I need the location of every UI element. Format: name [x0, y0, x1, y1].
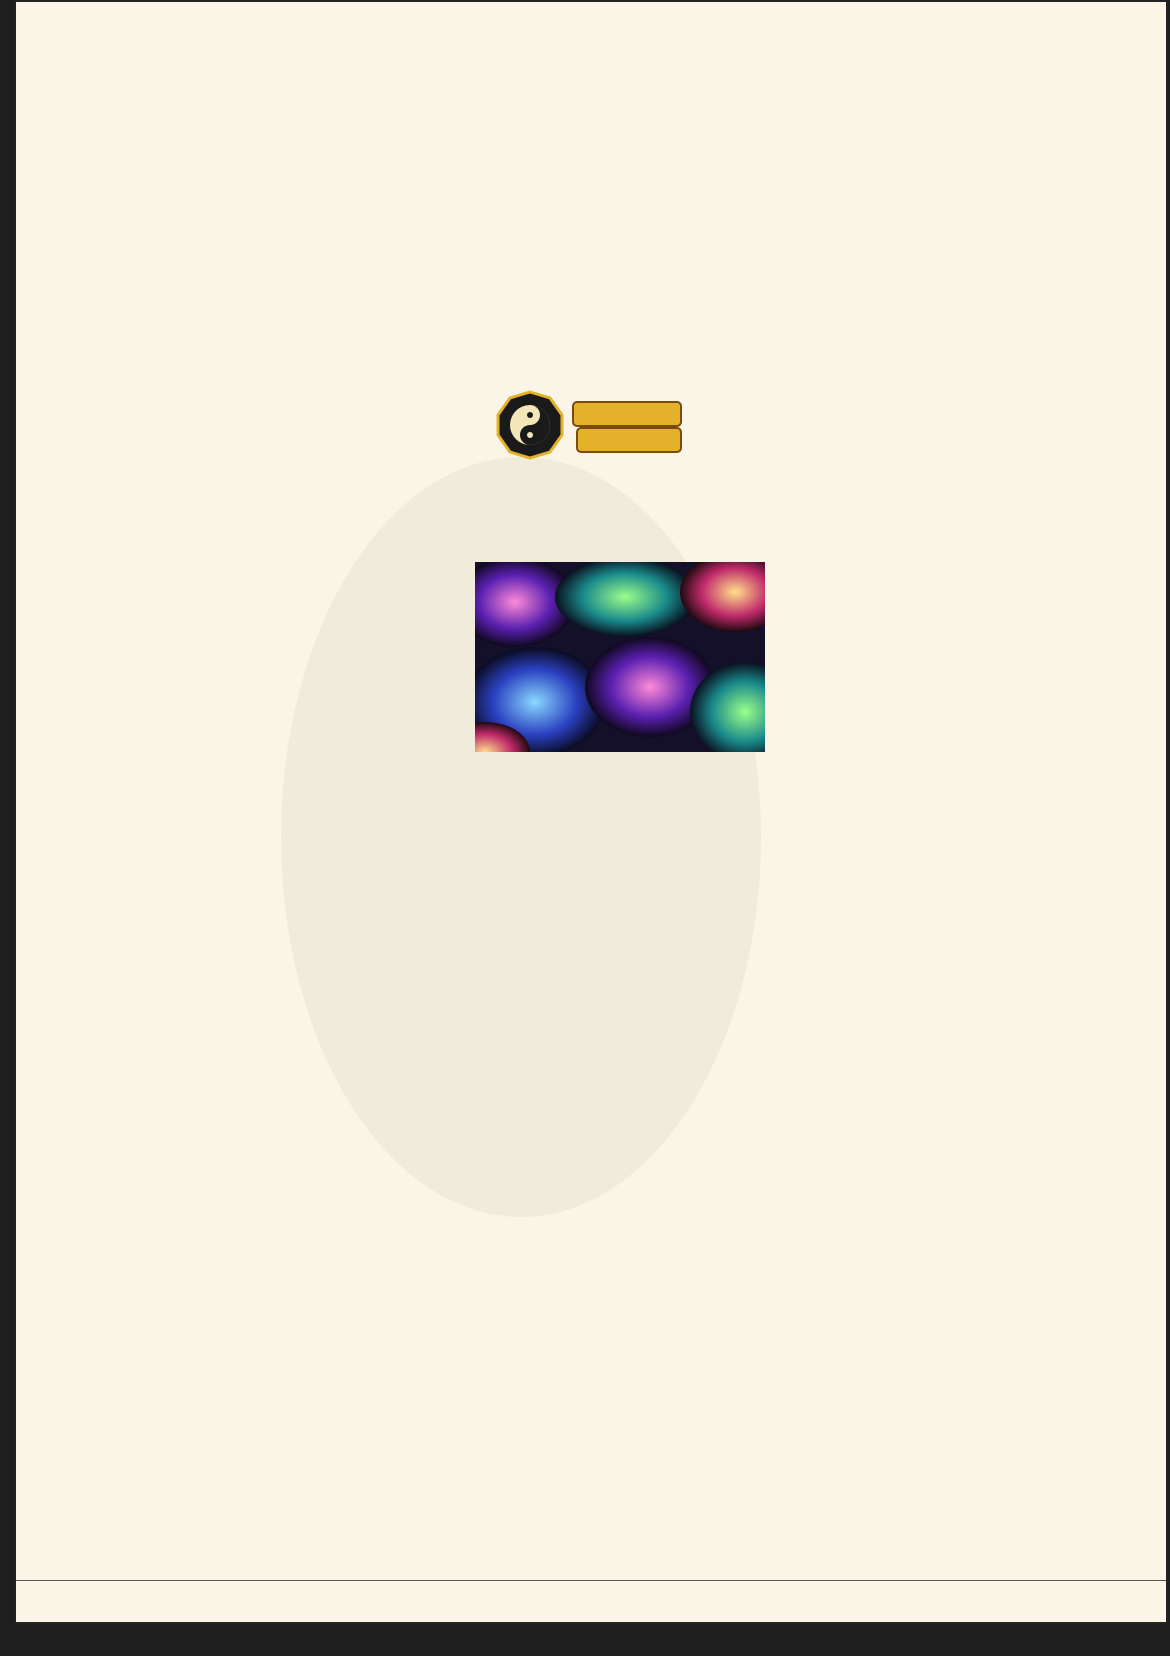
legend-bar: [16, 1580, 1166, 1622]
yin-yang-logo-icon: [495, 390, 695, 460]
horoscope-chart: [14, 0, 1168, 1624]
site-logo[interactable]: [495, 390, 695, 460]
center-info-panel: [305, 370, 882, 1116]
profile-image: [475, 562, 765, 752]
